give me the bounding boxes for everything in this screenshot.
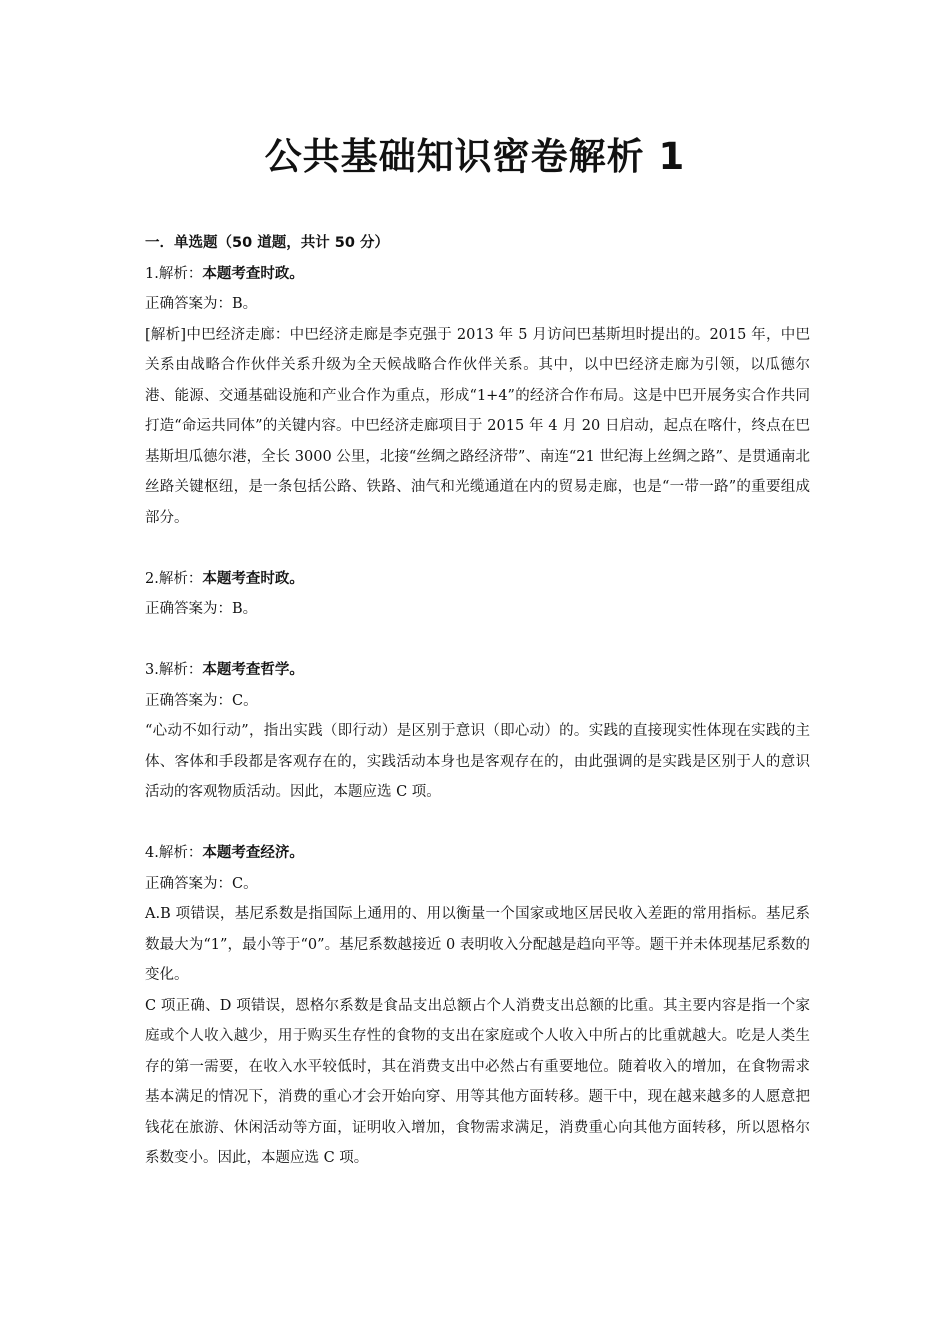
question-2 <box>145 564 810 625</box>
question-4 <box>145 838 810 1174</box>
question-1 <box>145 259 810 534</box>
correct-answer: 正确答案为：B。 <box>145 296 258 312</box>
question-3 <box>145 655 810 808</box>
question-number: 4.解析： <box>145 845 203 861</box>
correct-answer: 正确答案为：B。 <box>145 601 258 617</box>
question-number: 1.解析： <box>145 265 203 282</box>
explanation-paragraph: A.B 项错误，基尼系数是指国际上通用的、用以衡量一个国家或地区居民收入差距的常用指标。基尼系数最大为“1”，最小等于“0”。基尼系数越接近 0 表明收入分配越是趋向平等。题干并未体现基尼系数的变化。 <box>145 906 810 983</box>
correct-answer: 正确答案为：C。 <box>145 692 258 709</box>
page-title: 公共基础知识密卷解析 1 <box>264 135 686 178</box>
correct-answer: 正确答案为：C。 <box>145 875 258 892</box>
section-heading: 一．单选题（50 道题，共计 50 分） <box>145 235 389 251</box>
question-header <box>145 564 810 595</box>
explanation-paragraph: “心动不如行动”，指出实践（即行动）是区别于意识（即心动）的。实践的直接现实性体现在实践的主体、客体和手段都是客观存在的，实践活动本身也是客观存在的，由此强调的是实践是区别于人的意识活动的客观物质活动。因此，本题应选 C 项。 <box>145 723 810 800</box>
explanation-paragraph: C 项正确、D 项错误，恩格尔系数是食品支出总额占个人消费支出总额的比重。其主要内容是指一个家庭或个人收入越少，用于购买生存性的食物的支出在家庭或个人收入中所占的比重就越大。吃是人类生存的第一需要，在收入水平较低时，其在消费支出中必然占有重要地位。随着收入的增加，在食物需求基本满足的情况下，消费的重心才会开始向穿、用等其他方面转移。题干中，现在越来越多的人愿意把钱花在旅游、休闲活动等方面，证明收入增加，食物需求满足，消费重心向其他方面转移，所以恩格尔系数变小。因此，本题应选 C 项。 <box>145 997 810 1166</box>
question-number: 2.解析： <box>145 570 203 587</box>
question-topic: 本题考查经济。 <box>202 845 304 861</box>
question-header <box>145 838 810 869</box>
question-header <box>145 655 810 686</box>
question-header <box>145 259 810 290</box>
explanation-paragraph: [解析]中巴经济走廊：中巴经济走廊是李克强于 2013 年 5 月访问巴基斯坦时提出的。2015 年，中巴关系由战略合作伙伴关系升级为全天候战略合作伙伴关系。其中，以中巴经济走廊为引领，以瓜德尔港、能源、交通基础设施和产业合作为重点，形成“1+4”的经济合作布局。这是中巴开展务实合作共同打造“命运共同体”的关键内容。中巴经济走廊项目于 2015 年 4 月 20 日启动，起点在喀什，终点在巴基斯坦瓜德尔港，全长 3000 公里，北接“丝绸之路经济带”、南连“21 世纪海上丝绸之路”、是贯通南北丝路关键枢纽，是一条包括公路、铁路、油气和光缆通道在内的贸易走廊，也是“一带一路”的重要组成部分。 <box>145 326 810 526</box>
question-topic: 本题考查时政。 <box>202 265 304 282</box>
question-number: 3.解析： <box>145 662 203 678</box>
question-topic: 本题考查哲学。 <box>202 662 304 678</box>
document-body <box>145 228 810 1174</box>
question-topic: 本题考查时政。 <box>202 570 304 587</box>
